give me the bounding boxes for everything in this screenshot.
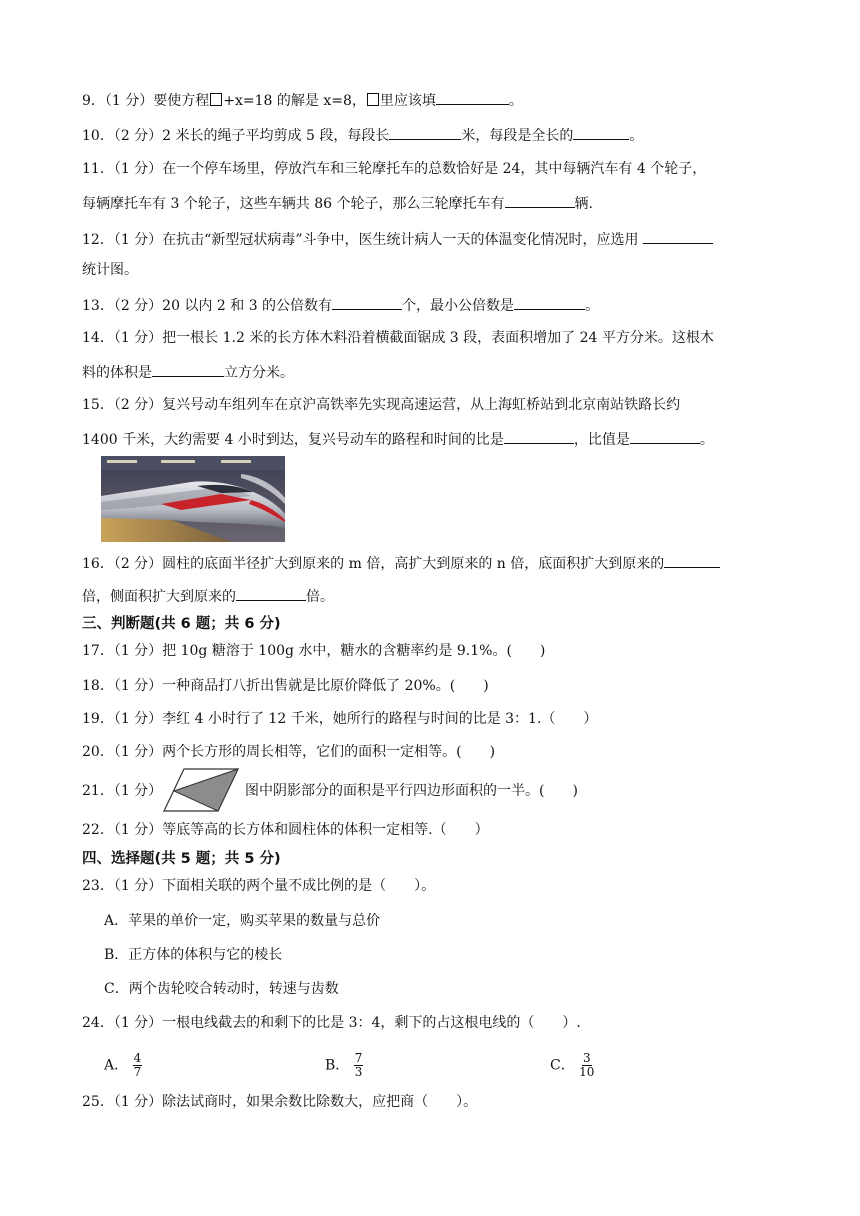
parallelogram-figure	[162, 767, 240, 813]
answer-blank[interactable]	[504, 428, 574, 444]
empty-box-icon	[367, 93, 379, 106]
high-speed-train-image	[101, 456, 285, 542]
option-24-c[interactable]: C． $\frac{3}{10}$	[550, 1051, 595, 1079]
question-21-label: 21．（1 分）	[82, 783, 163, 799]
question-10: 10．（2 分）2 米长的绳子平均剪成 5 段，每段长 米，每段是全长的 。	[82, 124, 643, 146]
option-23-c[interactable]: C．两个齿轮咬合转动时，转速与齿数	[104, 981, 339, 997]
answer-blank[interactable]	[152, 361, 224, 377]
question-15: 15．（2 分）复兴号动车组列车在京沪高铁率先实现高速运营，从上海虹桥站到北京南站铁路长约	[82, 397, 681, 413]
section-heading-judgement: 三、判断题(共 6 题；共 6 分)	[82, 616, 281, 632]
option-23-a[interactable]: A．苹果的单价一定，购买苹果的数量与总价	[104, 913, 381, 929]
question-20: 20．（1 分）两个长方形的周长相等，它们的面积一定相等。( )	[82, 744, 496, 760]
answer-blank[interactable]	[514, 294, 585, 310]
answer-blank[interactable]	[505, 192, 575, 208]
question-23: 23．（1 分）下面相关联的两个量不成比例的是（ ）。	[82, 878, 436, 894]
answer-blank[interactable]	[436, 89, 509, 105]
question-18: 18．（1 分）一种商品打八折出售就是比原价降低了 20%。( )	[82, 678, 489, 694]
fraction: $\frac{4}{7}$	[133, 1051, 142, 1079]
option-24-a[interactable]: A． $\frac{4}{7}$	[104, 1051, 142, 1079]
answer-blank[interactable]	[332, 294, 402, 310]
fraction: $\frac{3}{10}$	[579, 1051, 595, 1079]
question-15-cont: 1400 千米，大约需要 4 小时到达，复兴号动车的路程和时间的比是 ，比值是 。	[82, 428, 714, 450]
question-22: 22．（1 分）等底等高的长方体和圆柱体的体积一定相等.（ ）	[82, 822, 489, 838]
answer-blank[interactable]	[389, 124, 461, 140]
answer-blank[interactable]	[236, 585, 306, 601]
question-16-cont: 倍，侧面积扩大到原来的 倍。	[82, 585, 334, 607]
option-23-b[interactable]: B．正方体的体积与它的棱长	[104, 947, 283, 963]
question-12: 12．（1 分）在抗击“新型冠状病毒”斗争中，医生统计病人一天的体温变化情况时，应选用	[82, 228, 713, 250]
question-24: 24．（1 分）一根电线截去的和剩下的比是 3：4，剩下的占这根电线的（ ）.	[82, 1015, 581, 1031]
question-25: 25．（1 分）除法试商时，如果余数比除数大，应把商（ ）。	[82, 1094, 478, 1110]
question-19: 19．（1 分）李红 4 小时行了 12 千米，她所行的路程与时间的比是 3：1.（ ）	[82, 711, 598, 727]
question-14: 14．（1 分）把一根长 1.2 米的长方体木料沿着横截面锯成 3 段，表面积增加了 24 平方分米。这根木	[82, 330, 714, 346]
question-11-cont: 每辆摩托车有 3 个轮子，这些车辆共 86 个轮子，那么三轮摩托车有 辆.	[82, 192, 593, 214]
section-heading-choice: 四、选择题(共 5 题；共 5 分)	[82, 851, 281, 867]
question-11: 11．（1 分）在一个停车场里，停放汽车和三轮摩托车的总数恰好是 24，其中每辆汽车有 4 个轮子，	[82, 161, 707, 177]
option-24-b[interactable]: B． $\frac{7}{3}$	[325, 1051, 363, 1079]
answer-blank[interactable]	[664, 552, 720, 568]
question-14-cont: 料的体积是 立方分米。	[82, 361, 294, 383]
answer-blank[interactable]	[573, 124, 629, 140]
empty-box-icon	[210, 93, 222, 106]
question-13: 13．（2 分）20 以内 2 和 3 的公倍数有 个，最小公倍数是 。	[82, 294, 599, 316]
fraction: $\frac{7}{3}$	[354, 1051, 363, 1079]
question-17: 17．（1 分）把 10g 糖溶于 100g 水中，糖水的含糖率约是 9.1%。( )	[82, 643, 546, 659]
answer-blank[interactable]	[630, 428, 700, 444]
question-9: 9．（1 分）要使方程 +x=18 的解是 x=8， 里应该填 。	[82, 89, 523, 111]
answer-blank[interactable]	[643, 228, 713, 244]
question-12-cont: 统计图。	[82, 262, 138, 278]
question-16: 16．（2 分）圆柱的底面半径扩大到原来的 m 倍，高扩大到原来的 n 倍，底面积扩大到原来的	[82, 552, 720, 574]
question-21-text: 图中阴影部分的面积是平行四边形面积的一半。( )	[245, 783, 578, 799]
